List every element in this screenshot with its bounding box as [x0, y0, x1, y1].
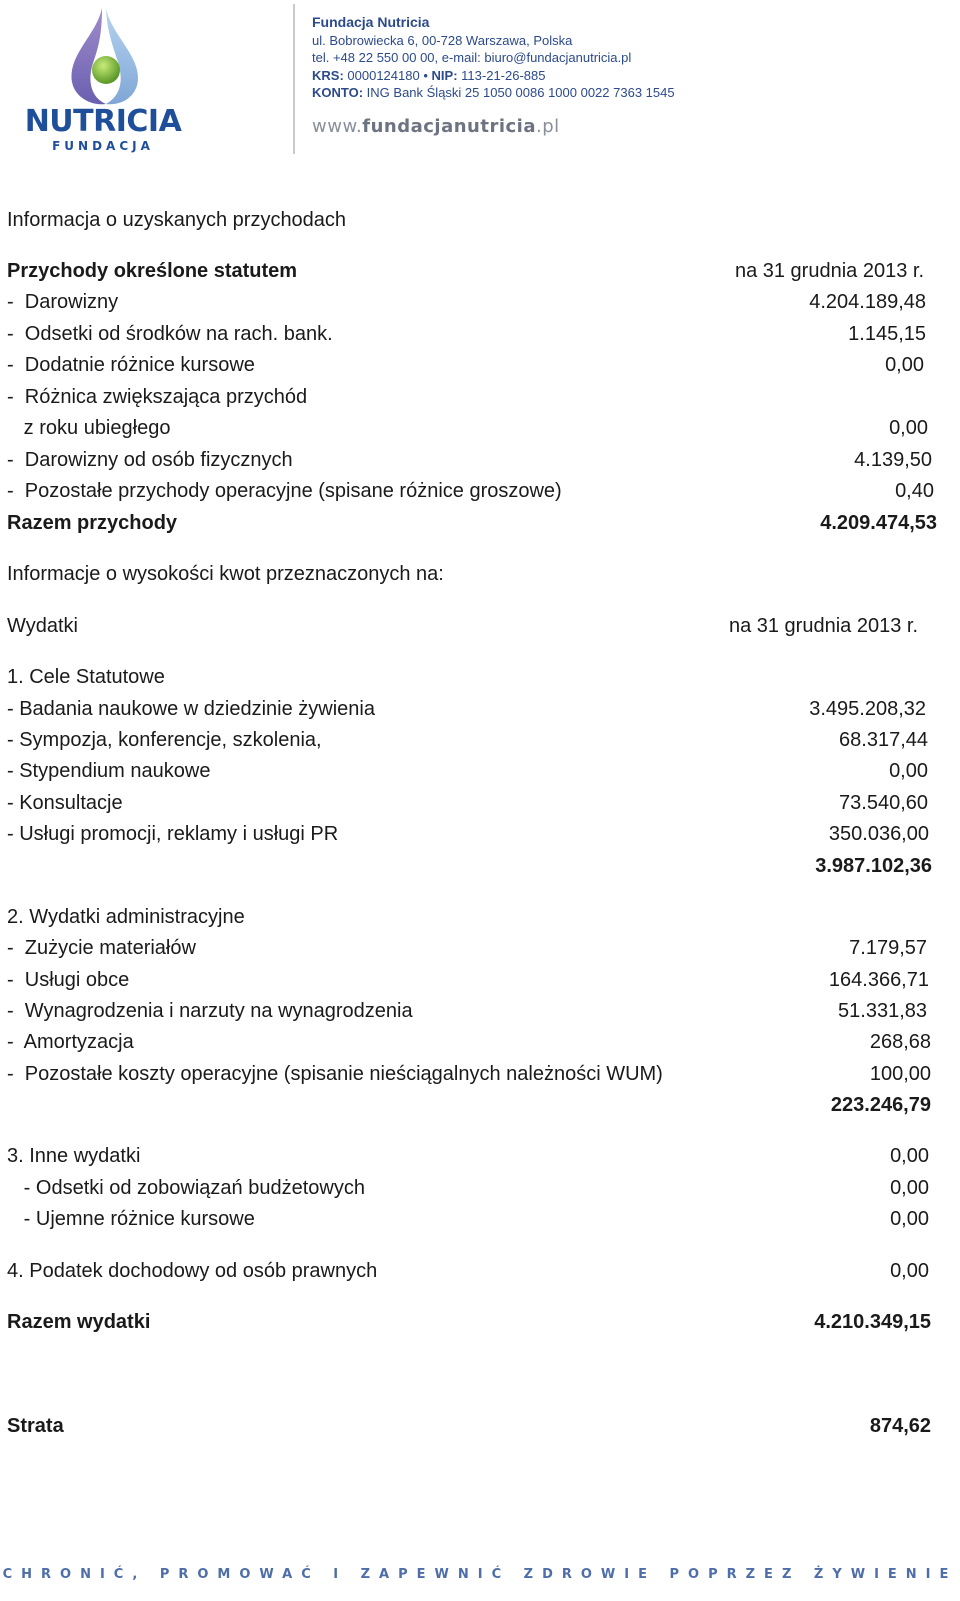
website-main: fundacjanutricia — [362, 116, 536, 137]
expenses-date: na 31 grudnia 2013 r. — [728, 615, 918, 637]
income-item-label: - Różnica zwiększająca przychód — [7, 386, 308, 408]
income-item-label: - Odsetki od środków na rach. bank. — [7, 323, 333, 345]
nip-value: 113-21-26-885 — [461, 67, 546, 83]
subtotal-row — [7, 852, 960, 880]
expense-item-label: - Pozostałe koszty operacyjne (spisanie nieściągalnych należności WUM) — [7, 1063, 663, 1085]
footer-slogan: CHRONIĆ, PROMOWAĆ I ZAPEWNIĆ ZDROWIE POPRZEZ ŻYWIENIE — [2, 1567, 958, 1582]
expense-item-label: - Odsetki od zobowiązań budżetowych — [7, 1177, 365, 1199]
expense-item-label: - Usługi promocji, reklamy i usługi PR — [7, 823, 339, 845]
section-title-row — [7, 1142, 960, 1170]
income-heading-row — [7, 206, 960, 234]
income-item-value: 0,00 — [885, 354, 924, 376]
expense-item-label: - Zużycie materiałów — [7, 937, 196, 959]
contact-block — [312, 14, 675, 102]
registration-numbers — [312, 67, 675, 85]
brand-name: NUTRICIA — [24, 104, 182, 139]
website-suffix: .pl — [535, 116, 560, 137]
income-item-value: 4.204.189,48 — [809, 291, 926, 313]
expense-item-value: 350.036,00 — [828, 823, 929, 845]
expense-row — [7, 997, 960, 1025]
expense-item-value: 7.179,57 — [849, 937, 927, 959]
expense-row — [7, 934, 960, 962]
income-row — [7, 320, 960, 348]
drop-logo-icon — [6, 2, 206, 112]
nip-label: NIP: — [431, 67, 458, 83]
section2-subtotal: 223.246,79 — [830, 1094, 931, 1116]
expenses-total-row — [7, 1308, 960, 1336]
expense-item-value: 73.540,60 — [839, 792, 928, 814]
income-item-value: 4.139,50 — [854, 449, 932, 471]
income-row — [7, 383, 960, 411]
expense-item-value: 164.366,71 — [828, 969, 929, 991]
website-link[interactable] — [312, 116, 560, 137]
expense-item-value: 100,00 — [869, 1063, 931, 1085]
expense-item-label: - Stypendium naukowe — [7, 760, 211, 782]
section3-title: 3. Inne wydatki — [7, 1145, 141, 1167]
section1-subtotal: 3.987.102,36 — [815, 855, 932, 877]
section1-title: 1. Cele Statutowe — [7, 666, 165, 688]
income-date: na 31 grudnia 2013 r. — [734, 260, 924, 282]
income-row — [7, 288, 960, 316]
header-divider — [293, 4, 295, 154]
income-item-value: 0,00 — [889, 417, 928, 439]
section-title-row — [7, 1257, 960, 1285]
phone-email: tel. +48 22 550 00 00, e-mail: biuro@fundacjanutricia.pl — [312, 50, 632, 65]
income-item-label: z roku ubiegłego — [7, 417, 171, 439]
income-row — [7, 351, 960, 379]
expenses-total-value: 4.210.349,15 — [814, 1311, 931, 1333]
income-item-label: - Darowizny od osób fizycznych — [7, 449, 293, 471]
loss-row — [7, 1412, 960, 1440]
expenses-title-row — [7, 612, 960, 640]
income-row — [7, 446, 960, 474]
expense-row — [7, 757, 960, 785]
income-item-label: - Pozostałe przychody operacyjne (spisane różnice groszowe) — [7, 480, 562, 502]
expense-item-value: 0,00 — [890, 1208, 929, 1230]
income-item-label: - Dodatnie różnice kursowe — [7, 354, 255, 376]
loss-value: 874,62 — [869, 1415, 931, 1437]
expense-item-value: 268,68 — [869, 1031, 931, 1053]
expense-row — [7, 820, 960, 848]
income-title: Przychody określone statutem — [7, 260, 298, 282]
income-item-label: - Darowizny — [7, 291, 119, 313]
expense-item-label: - Ujemne różnice kursowe — [7, 1208, 255, 1230]
section4-value: 0,00 — [890, 1260, 929, 1282]
expense-item-value: 3.495.208,32 — [809, 698, 926, 720]
subtotal-row — [7, 1091, 960, 1119]
expense-row — [7, 1205, 960, 1233]
expense-item-label: - Sympozja, konferencje, szkolenia, — [7, 729, 322, 751]
expense-item-value: 68.317,44 — [839, 729, 928, 751]
expense-item-value: 0,00 — [890, 1177, 929, 1199]
income-item-value: 1.145,15 — [848, 323, 926, 345]
krs-value: 0000124180 — [347, 67, 420, 83]
expense-item-value: 51.331,83 — [838, 1000, 927, 1022]
expense-row — [7, 1174, 960, 1202]
expense-row — [7, 789, 960, 817]
expense-row — [7, 966, 960, 994]
expense-item-label: - Amortyzacja — [7, 1031, 134, 1053]
expenses-title: Wydatki — [7, 615, 78, 637]
expense-row — [7, 726, 960, 754]
expense-item-label: - Usługi obce — [7, 969, 130, 991]
expense-item-label: - Konsultacje — [7, 792, 123, 814]
konto-label: KONTO: — [312, 85, 364, 100]
section4-title: 4. Podatek dochodowy od osób prawnych — [7, 1260, 378, 1282]
income-title-row — [7, 257, 960, 285]
expenses-heading: Informacje o wysokości kwot przeznaczonych na: — [7, 563, 444, 585]
income-total-value: 4.209.474,53 — [820, 512, 937, 534]
expenses-heading-row — [7, 560, 960, 588]
krs-label: KRS: — [312, 67, 344, 83]
income-row — [7, 477, 960, 505]
brand-subtitle: FUNDACJA — [52, 139, 154, 153]
income-total-label: Razem przychody — [7, 512, 178, 534]
expense-row — [7, 695, 960, 723]
section2-title: 2. Wydatki administracyjne — [7, 906, 245, 928]
address: ul. Bobrowiecka 6, 00-728 Warszawa, Polska — [312, 32, 573, 48]
konto-value: ING Bank Śląski 25 1050 0086 1000 0022 7363 1545 — [366, 85, 675, 100]
expense-item-label: - Wynagrodzenia i narzuty na wynagrodzenia — [7, 1000, 413, 1022]
expense-row — [7, 1060, 960, 1088]
expense-row — [7, 1028, 960, 1056]
expenses-total-label: Razem wydatki — [7, 1311, 151, 1333]
income-row — [7, 414, 960, 442]
expense-item-value: 0,00 — [889, 760, 928, 782]
income-total-row — [7, 509, 960, 537]
expense-item-label: - Badania naukowe w dziedzinie żywienia — [7, 698, 375, 720]
section-title-row — [7, 903, 960, 931]
org-name: Fundacja Nutricia — [312, 14, 430, 30]
section-title-row — [7, 663, 960, 691]
loss-label: Strata — [7, 1415, 64, 1437]
section3-value: 0,00 — [890, 1145, 929, 1167]
bank-account — [312, 84, 675, 102]
income-item-value: 0,40 — [895, 480, 934, 502]
website-prefix: www. — [312, 116, 363, 137]
bullet-separator: • — [423, 67, 428, 83]
income-heading: Informacja o uzyskanych przychodach — [7, 209, 347, 231]
